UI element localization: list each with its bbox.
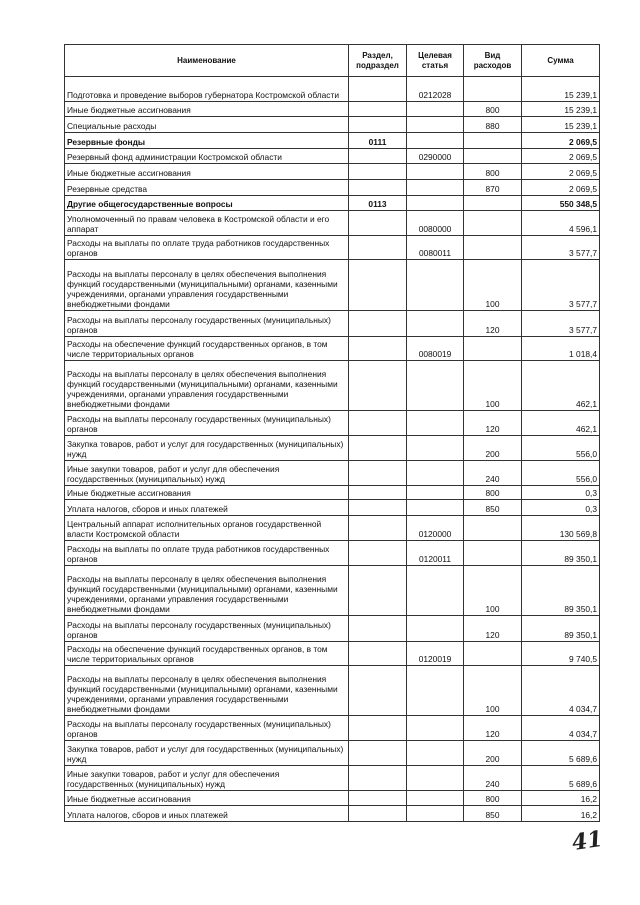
cell-sum: 3 577,7 — [522, 260, 600, 311]
cell-name: Уплата налогов, сборов и иных платежей — [65, 806, 349, 822]
cell-section — [349, 766, 407, 791]
cell-section — [349, 461, 407, 486]
cell-sum: 89 350,1 — [522, 541, 600, 566]
cell-name: Резервные средства — [65, 180, 349, 196]
cell-target — [407, 666, 464, 716]
cell-target: 0080000 — [407, 211, 464, 236]
cell-target — [407, 411, 464, 436]
cell-target — [407, 486, 464, 500]
cell-type: 120 — [464, 411, 522, 436]
cell-section — [349, 541, 407, 566]
table-row — [65, 806, 600, 822]
cell-target — [407, 260, 464, 311]
cell-section — [349, 666, 407, 716]
cell-sum: 16,2 — [522, 806, 600, 822]
cell-sum: 130 569,8 — [522, 516, 600, 541]
cell-type — [464, 516, 522, 541]
cell-section — [349, 436, 407, 461]
cell-name: Расходы на обеспечение функций государственных органов, в том числе территориальных органов — [65, 337, 349, 361]
col-header-target: Целевая статья — [407, 45, 464, 77]
cell-type — [464, 133, 522, 149]
cell-sum: 0,3 — [522, 500, 600, 516]
cell-type: 100 — [464, 260, 522, 311]
cell-name: Иные бюджетные ассигнования — [65, 791, 349, 806]
table-row — [65, 766, 600, 791]
cell-name: Иные закупки товаров, работ и услуг для обеспечения государственных (муниципальных) нужд — [65, 461, 349, 486]
cell-sum: 1 018,4 — [522, 337, 600, 361]
cell-sum: 3 577,7 — [522, 311, 600, 337]
cell-section — [349, 260, 407, 311]
cell-name: Расходы на выплаты персоналу в целях обеспечения выполнения функций государственными (муниципальными) органами, казенными учреждениями, органами управления государственными внебюджетными фондами — [65, 260, 349, 311]
cell-target — [407, 741, 464, 766]
table-row — [65, 500, 600, 516]
cell-name: Расходы на выплаты персоналу государственных (муниципальных) органов — [65, 411, 349, 436]
cell-type: 800 — [464, 102, 522, 117]
cell-section — [349, 117, 407, 133]
cell-section — [349, 500, 407, 516]
cell-name: Закупка товаров, работ и услуг для государственных (муниципальных) нужд — [65, 436, 349, 461]
cell-type — [464, 211, 522, 236]
table-row — [65, 337, 600, 361]
cell-type — [464, 236, 522, 260]
cell-target: 0290000 — [407, 149, 464, 164]
cell-section — [349, 180, 407, 196]
table-row — [65, 461, 600, 486]
cell-type: 100 — [464, 361, 522, 411]
cell-name: Уполномоченный по правам человека в Костромской области и его аппарат — [65, 211, 349, 236]
table-row — [65, 311, 600, 337]
cell-name: Иные бюджетные ассигнования — [65, 486, 349, 500]
cell-section — [349, 566, 407, 616]
cell-sum: 2 069,5 — [522, 164, 600, 180]
cell-target: 0120011 — [407, 541, 464, 566]
cell-name: Резервный фонд администрации Костромской области — [65, 149, 349, 164]
table-row — [65, 791, 600, 806]
table-row — [65, 117, 600, 133]
cell-sum: 550 348,5 — [522, 196, 600, 211]
cell-target — [407, 616, 464, 642]
cell-sum: 556,0 — [522, 461, 600, 486]
cell-name: Специальные расходы — [65, 117, 349, 133]
cell-name: Расходы на выплаты персоналу в целях обеспечения выполнения функций государственными (муниципальными) органами, казенными учреждениями, органами управления государственными внебюджетными фондами — [65, 566, 349, 616]
cell-target — [407, 766, 464, 791]
cell-name: Резервные фонды — [65, 133, 349, 149]
cell-target: 0120000 — [407, 516, 464, 541]
cell-target — [407, 500, 464, 516]
cell-target — [407, 436, 464, 461]
cell-type — [464, 642, 522, 666]
cell-type: 850 — [464, 806, 522, 822]
table-row — [65, 196, 600, 211]
table-row — [65, 411, 600, 436]
cell-type: 240 — [464, 766, 522, 791]
cell-target — [407, 361, 464, 411]
cell-type: 240 — [464, 461, 522, 486]
cell-section: 0111 — [349, 133, 407, 149]
cell-target — [407, 566, 464, 616]
cell-section: 0113 — [349, 196, 407, 211]
cell-section — [349, 716, 407, 741]
cell-name: Иные бюджетные ассигнования — [65, 102, 349, 117]
table-row — [65, 149, 600, 164]
cell-section — [349, 311, 407, 337]
cell-type — [464, 337, 522, 361]
cell-section — [349, 337, 407, 361]
cell-section — [349, 616, 407, 642]
cell-section — [349, 741, 407, 766]
table-body — [65, 77, 600, 822]
cell-name: Расходы на выплаты персоналу государственных (муниципальных) органов — [65, 616, 349, 642]
cell-type — [464, 541, 522, 566]
cell-sum: 89 350,1 — [522, 566, 600, 616]
cell-sum: 0,3 — [522, 486, 600, 500]
cell-section — [349, 486, 407, 500]
cell-type: 100 — [464, 666, 522, 716]
cell-section — [349, 411, 407, 436]
table-row — [65, 616, 600, 642]
cell-sum: 4 596,1 — [522, 211, 600, 236]
cell-type: 800 — [464, 791, 522, 806]
cell-sum: 4 034,7 — [522, 666, 600, 716]
cell-name: Иные бюджетные ассигнования — [65, 164, 349, 180]
cell-sum: 2 069,5 — [522, 133, 600, 149]
table-row — [65, 133, 600, 149]
table-row — [65, 236, 600, 260]
cell-section — [349, 149, 407, 164]
cell-target: 0080019 — [407, 337, 464, 361]
cell-target: 0080011 — [407, 236, 464, 260]
cell-sum: 462,1 — [522, 411, 600, 436]
table-row — [65, 260, 600, 311]
cell-target — [407, 716, 464, 741]
cell-target: 0212028 — [407, 77, 464, 102]
table-row — [65, 566, 600, 616]
cell-name: Другие общегосударственные вопросы — [65, 196, 349, 211]
cell-name: Расходы на выплаты персоналу государственных (муниципальных) органов — [65, 716, 349, 741]
cell-section — [349, 211, 407, 236]
cell-section — [349, 164, 407, 180]
cell-type — [464, 149, 522, 164]
cell-sum: 15 239,1 — [522, 77, 600, 102]
cell-name: Закупка товаров, работ и услуг для государственных (муниципальных) нужд — [65, 741, 349, 766]
cell-section — [349, 516, 407, 541]
cell-sum: 15 239,1 — [522, 102, 600, 117]
cell-target — [407, 791, 464, 806]
col-header-type: Вид расходов — [464, 45, 522, 77]
cell-type: 120 — [464, 311, 522, 337]
table-row — [65, 436, 600, 461]
cell-sum: 16,2 — [522, 791, 600, 806]
cell-sum: 89 350,1 — [522, 616, 600, 642]
table-row — [65, 541, 600, 566]
cell-type: 850 — [464, 500, 522, 516]
cell-target — [407, 311, 464, 337]
col-header-section: Раздел, подраздел — [349, 45, 407, 77]
cell-type: 880 — [464, 117, 522, 133]
cell-name: Подготовка и проведение выборов губернатора Костромской области — [65, 77, 349, 102]
table-row — [65, 180, 600, 196]
table-row — [65, 77, 600, 102]
page-number: 41 — [570, 825, 605, 857]
table-row — [65, 642, 600, 666]
cell-target — [407, 133, 464, 149]
cell-name: Иные закупки товаров, работ и услуг для обеспечения государственных (муниципальных) нужд — [65, 766, 349, 791]
cell-name: Расходы на обеспечение функций государственных органов, в том числе территориальных органов — [65, 642, 349, 666]
cell-sum: 15 239,1 — [522, 117, 600, 133]
cell-name: Расходы на выплаты по оплате труда работников государственных органов — [65, 541, 349, 566]
cell-type: 800 — [464, 486, 522, 500]
cell-target — [407, 196, 464, 211]
cell-target: 0120019 — [407, 642, 464, 666]
cell-target — [407, 461, 464, 486]
cell-type: 120 — [464, 616, 522, 642]
cell-type: 800 — [464, 164, 522, 180]
cell-section — [349, 236, 407, 260]
cell-type: 200 — [464, 741, 522, 766]
table-row — [65, 486, 600, 500]
cell-section — [349, 102, 407, 117]
cell-sum: 4 034,7 — [522, 716, 600, 741]
cell-name: Расходы на выплаты персоналу в целях обеспечения выполнения функций государственными (муниципальными) органами, казенными учреждениями, органами управления государственными внебюджетными фондами — [65, 361, 349, 411]
table-row — [65, 211, 600, 236]
cell-type: 100 — [464, 566, 522, 616]
table-row — [65, 164, 600, 180]
cell-section — [349, 361, 407, 411]
col-header-name: Наименование — [65, 45, 349, 77]
cell-sum: 5 689,6 — [522, 741, 600, 766]
cell-name: Расходы на выплаты персоналу государственных (муниципальных) органов — [65, 311, 349, 337]
cell-sum: 9 740,5 — [522, 642, 600, 666]
cell-type: 870 — [464, 180, 522, 196]
cell-type — [464, 196, 522, 211]
cell-sum: 556,0 — [522, 436, 600, 461]
cell-name: Расходы на выплаты персоналу в целях обеспечения выполнения функций государственными (муниципальными) органами, казенными учреждениями, органами управления государственными внебюджетными фондами — [65, 666, 349, 716]
cell-sum: 2 069,5 — [522, 180, 600, 196]
cell-section — [349, 791, 407, 806]
cell-section — [349, 642, 407, 666]
cell-sum: 2 069,5 — [522, 149, 600, 164]
table-header-row — [65, 45, 600, 77]
cell-type — [464, 77, 522, 102]
cell-target — [407, 180, 464, 196]
cell-name: Центральный аппарат исполнительных органов государственной власти Костромской области — [65, 516, 349, 541]
table-row — [65, 741, 600, 766]
cell-target — [407, 117, 464, 133]
cell-section — [349, 806, 407, 822]
cell-sum: 462,1 — [522, 361, 600, 411]
col-header-sum: Сумма — [522, 45, 600, 77]
table-row — [65, 516, 600, 541]
cell-sum: 3 577,7 — [522, 236, 600, 260]
cell-name: Уплата налогов, сборов и иных платежей — [65, 500, 349, 516]
cell-section — [349, 77, 407, 102]
cell-type: 120 — [464, 716, 522, 741]
cell-type: 200 — [464, 436, 522, 461]
cell-target — [407, 102, 464, 117]
cell-target — [407, 164, 464, 180]
cell-target — [407, 806, 464, 822]
cell-sum: 5 689,6 — [522, 766, 600, 791]
cell-name: Расходы на выплаты по оплате труда работников государственных органов — [65, 236, 349, 260]
table-row — [65, 102, 600, 117]
budget-table — [64, 44, 600, 822]
table-row — [65, 361, 600, 411]
table-row — [65, 666, 600, 716]
table-row — [65, 716, 600, 741]
